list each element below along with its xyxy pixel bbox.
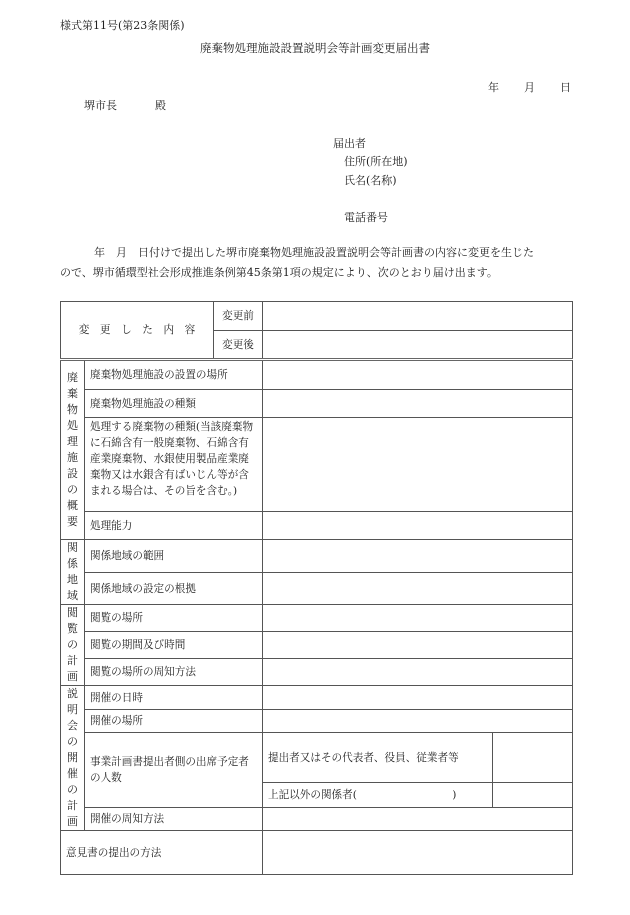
changed-content-label: 変 更 し た 内 容 [61, 302, 214, 360]
document-title: 廃棄物処理施設設置説明会等計画変更届出書 [200, 41, 430, 55]
notifier-label: 届出者 [333, 137, 366, 150]
area-range-field[interactable] [263, 540, 573, 573]
viewing-plan-group-label: 閲覧の計画 [61, 605, 85, 686]
before-change-label: 変更前 [214, 302, 263, 331]
facility-type-field[interactable] [263, 390, 573, 418]
processing-capacity-label: 処理能力 [85, 512, 263, 540]
viewing-notice-field[interactable] [263, 659, 573, 686]
viewing-period-label: 閲覧の期間及び時間 [85, 631, 263, 659]
meeting-plan-group-label: 説明会の開催の計画 [61, 686, 85, 831]
attendees-representatives-field[interactable] [493, 733, 573, 783]
facility-type-label: 廃棄物処理施設の種類 [85, 390, 263, 418]
processing-capacity-field[interactable] [263, 512, 573, 540]
notifier-phone-label: 電話番号 [344, 211, 388, 224]
area-range-label: 関係地域の範囲 [85, 540, 263, 573]
meeting-datetime-field[interactable] [263, 686, 573, 710]
attendees-others-label: 上記以外の関係者( ) [263, 783, 493, 808]
notifier-address-label: 住所(所在地) [344, 155, 408, 168]
meeting-datetime-label: 開催の日時 [85, 686, 263, 710]
notifier-name-label: 氏名(名称) [344, 174, 397, 187]
facility-location-label: 廃棄物処理施設の設置の場所 [85, 360, 263, 390]
attendees-others-field[interactable] [493, 783, 573, 808]
after-change-field[interactable] [263, 331, 573, 360]
before-change-field[interactable] [263, 302, 573, 331]
attendees-representatives-label: 提出者又はその代表者、役員、従業者等 [263, 733, 493, 783]
meeting-location-label: 開催の場所 [85, 710, 263, 733]
date-month-label: 月 [524, 81, 535, 94]
viewing-location-field[interactable] [263, 605, 573, 632]
date-year-label: 年 [488, 81, 499, 94]
related-area-group-label: 関係地域 [61, 540, 85, 605]
meeting-notice-field[interactable] [263, 808, 573, 831]
addressee-name: 堺市長 [84, 99, 117, 112]
form-number: 様式第11号(第23条関係) [60, 19, 185, 32]
body-text-line-1: 年 月 日付けで提出した堺市廃棄物処理施設設置説明会等計画書の内容に変更を生じた [94, 246, 534, 259]
body-text-line-2: ので、堺市循環型社会形成推進条例第45条第1項の規定により、次のとおり届け出ます。 [60, 266, 498, 279]
meeting-notice-label: 開催の周知方法 [85, 808, 263, 831]
facility-overview-group-label: 廃棄物処理施設の概要 [61, 360, 85, 540]
waste-type-label: 処理する廃棄物の種類(当該廃棄物に石綿含有一般廃棄物、石綿含有産業廃棄物、水銀使用製品産業廃棄物又は水銀含有ばいじん等が含まれる場合は、その旨を含む。) [85, 418, 263, 512]
area-basis-field[interactable] [263, 573, 573, 605]
opinion-submission-field[interactable] [263, 831, 573, 875]
viewing-period-field[interactable] [263, 631, 573, 659]
date-day-label: 日 [560, 81, 571, 94]
addressee-honorific: 殿 [155, 99, 166, 112]
meeting-location-field[interactable] [263, 710, 573, 733]
after-change-label: 変更後 [214, 331, 263, 360]
opinion-submission-label: 意見書の提出の方法 [61, 831, 263, 875]
waste-type-field[interactable] [263, 418, 573, 512]
viewing-notice-label: 閲覧の場所の周知方法 [85, 659, 263, 686]
area-basis-label: 関係地域の設定の根拠 [85, 573, 263, 605]
change-notification-table [60, 301, 573, 875]
facility-location-field[interactable] [263, 360, 573, 390]
viewing-location-label: 閲覧の場所 [85, 605, 263, 632]
attendees-label: 事業計画書提出者側の出席予定者の人数 [85, 733, 263, 808]
